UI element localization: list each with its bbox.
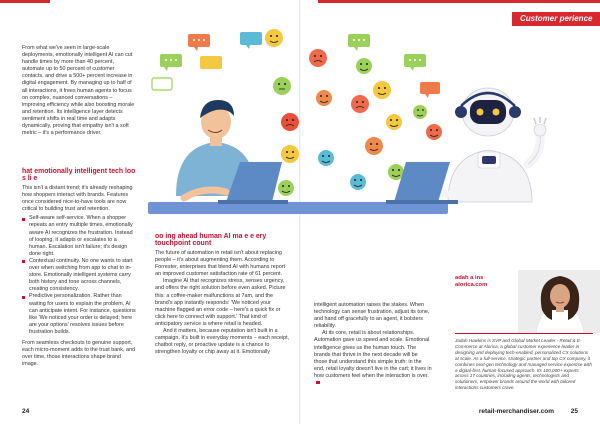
paragraph-relationships: At its core, retail is about relationships. Automation gave us speed and scale. Emotional intelligence gives us the human touch. The brands that thrive in the next decade will be those that understand this simple truth: in the end, retail loyalty doesn't live in the cart; it lives in how customers feel when the interaction is over. xyxy=(314,330,432,379)
bullet-contextual-continuity: Contextual continuity. No one wants to start over when switching from app to chat to in-store. Emotionally intelligent systems carry both history and tone across channels, creating consistency. xyxy=(22,258,136,293)
feature-bullet-list xyxy=(22,215,136,336)
paragraph-imagine: Imagine AI that recognizes stress, senses urgency, and offers the right solution before even asked. Picture this: a coffee-maker malfunctions at 7am, and the brand's app instantly responds: 'We noticed your machine flagged an error code – here's a quick fix or click here to connect with support.' That kind of anticipatory service is where retail is headed. xyxy=(155,278,286,327)
top-accent-bar-right xyxy=(318,0,600,3)
chat-bubbles xyxy=(152,32,440,98)
paragraph-reputation: And it matters, because reputation isn't built in a campaign. It's built in everyday moments – each receipt, chatbot reply, or proactive update is a chance to strengthen loyalty or chip away at it. Emotionally xyxy=(155,328,290,356)
page-number-left: 24 xyxy=(22,408,30,415)
subhead-emotionally-intelligent: hat emotionally intelligent tech loo s li e xyxy=(22,168,136,183)
article-column-3 xyxy=(314,302,432,387)
footer-website: retail-merchandiser.com xyxy=(478,408,554,415)
article-column-2 xyxy=(155,250,290,356)
paragraph-stakes: intelligent automation raises the stakes. When technology can sense frustration, adjust its tone, and hand off gracefully to an agent, it bolsters reliability. xyxy=(314,302,430,330)
hero-illustration xyxy=(148,26,600,232)
paragraph-future: The future of automation in retail isn't about replacing people – it's about augmenting them. According to Forrester, enterprises that blend AI with humans report an improved customer satisfaction rate of 61 percent. xyxy=(155,250,286,278)
author-name-block xyxy=(455,275,525,289)
bullet-predictive-personalization: Predictive personalization. Rather than waiting for users to explain the problem, AI can anticipate intent. For instance, questions like 'We noticed your order is delayed; here are your options' resolves issues before frustration builds. xyxy=(22,293,136,336)
page-number-right-value: 25 xyxy=(570,408,578,415)
article-column-1-closing xyxy=(22,340,136,368)
robot-figure xyxy=(432,88,546,202)
article-column-1 xyxy=(22,45,136,137)
paragraph-trend: This isn't a distant trend; it's already reshaping how shoppers interact with brands. Features once considered nice-to-have tools are now critical to building trust and retention. xyxy=(22,185,133,213)
section-tag: Customer perience xyxy=(512,12,600,26)
author-company-site: alorica.com xyxy=(455,282,488,288)
author-photo xyxy=(518,270,600,333)
bio-divider xyxy=(455,333,593,334)
paragraph-closing: From seamless checkouts to genuine support, each micro-moment adds to the trust bank, and over time, those interactions shape brand image. xyxy=(22,340,135,368)
top-accent-bar-left xyxy=(0,0,50,3)
author-bio: Jadah Hawkins is SVP and Global Market Leader - Retail & E-Commerce at Alorica, a global customer experience leader in designing and deploying tech-enabled, personalized CX solutions at scale. As a full-service, strategic partner and top CX company, it combines next-gen technology and managed service expertise with a digital-first, human-focused approach. Its 100,000+ experts across 17 countries, including agents, technologists and solutioners, empower brands around the world with tailored interactions customers crave. xyxy=(455,338,592,391)
end-of-article-mark xyxy=(316,381,320,385)
article-column-1-continued xyxy=(22,185,136,336)
author-name: adah a ins xyxy=(455,275,484,281)
intro-paragraph: From what we've seen in large-scale deployments, emotionally intelligent AI can cut handle times by more than 40 percent, automate up to 50 percent of customer contacts, and drive a 500+ percent increase in digital engagement. By managing up to half of all interactions, it frees human agents to focus on complex, nuanced conversations – improving efficiency while also boosting morale and retention. Its intelligence layer detects sentiment shifts in real time and adapts dynamically, proving that empathy isn't a soft metric – it's a performance driver. xyxy=(22,45,135,137)
subhead-looking-ahead: oo ing ahead human AI ma e e ery touchpoint count xyxy=(155,233,267,248)
bullet-self-service: Self-aware self-service. When a shopper repeats an entry multiple times, emotionally aware AI recognizes the frustration. Instead of looping, it adapts or escalates to a human. Escalation isn't failure; it's design done right. xyxy=(22,215,136,258)
